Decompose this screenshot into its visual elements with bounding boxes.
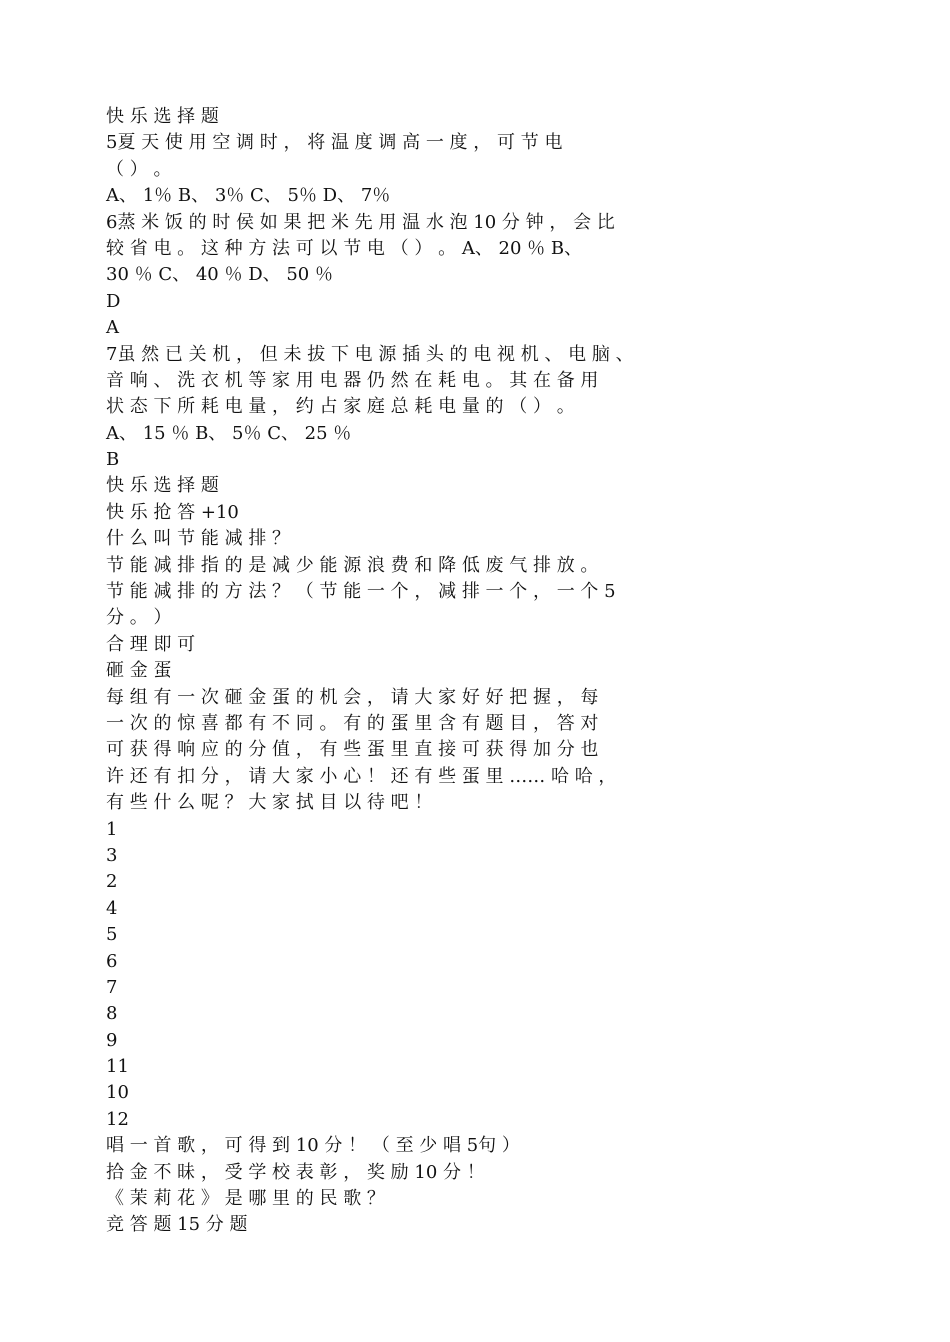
egg-number: 6 [106, 950, 118, 972]
quick-answer-answer: 节 能 减 排 指 的 是 减 少 能 源 浪 费 和 降 低 废 气 排 放 。 [106, 554, 599, 576]
quick-answer-question: 节 能 减 排 的 方 法 ？ （ 节 能 一 个 ， 减 排 一 个 ， 一 个 5 [106, 581, 616, 603]
answer-label: A [106, 317, 119, 339]
egg-number: 8 [106, 1003, 118, 1025]
answer-label: B [106, 449, 120, 471]
question-7-text-continued: 音 响 、 洗 衣 机 等 家 用 电 器 仍 然 在 耗 电 。 其 在 备 用 [106, 369, 599, 391]
section-heading: 快 乐 抢 答 +10 [106, 501, 239, 523]
egg-prize: 拾 金 不 昧 ， 受 学 校 表 彰 ， 奖 励 10 分 ！ [106, 1161, 485, 1183]
egg-number: 1 [106, 818, 118, 840]
egg-number: 10 [106, 1082, 129, 1104]
question-7-text: 7虽 然 已 关 机 ， 但 未 拔 下 电 源 插 头 的 电 视 机 、 电 脑 、 [106, 343, 634, 365]
egg-number: 2 [106, 871, 118, 893]
question-5-options: A、 1％ B、 3％ C、 5％ D、 7％ [106, 185, 391, 207]
paragraph-line: 许 还 有 扣 分 ， 请 大 家 小 心 ！ 还 有 些 蛋 里 …… 哈 哈 ， [106, 765, 617, 787]
quick-answer-question-continued: 分 。 ） [106, 607, 172, 629]
question-5-blank: （ ） 。 [106, 158, 172, 180]
question-5-text: 5夏 天 使 用 空 调 时 ， 将 温 度 调 高 一 度 ， 可 节 电 [106, 132, 563, 154]
paragraph-line: 可 获 得 响 应 的 分 值 ， 有 些 蛋 里 直 接 可 获 得 加 分 也 [106, 739, 599, 761]
egg-number: 11 [106, 1056, 129, 1078]
egg-number: 7 [106, 976, 118, 998]
question-6-text: 6蒸 米 饭 的 时 侯 如 果 把 米 先 用 温 水 泡 10 分 钟 ， 会 比 [106, 211, 615, 233]
egg-question-label: 竞 答 题 15 分 题 [106, 1214, 248, 1236]
egg-number: 9 [106, 1029, 118, 1051]
question-6-options: 30 ％ C、 40 ％ D、 50 ％ [106, 264, 333, 286]
egg-number: 4 [106, 897, 118, 919]
question-7-options: A、 15 ％ B、 5％ C、 25 ％ [106, 422, 352, 444]
document-body [106, 104, 866, 1239]
section-heading: 快 乐 选 择 题 [106, 106, 219, 127]
egg-number: 3 [106, 844, 118, 866]
paragraph-line: 有 些 什 么 呢 ？ 大 家 拭 目 以 待 吧 ！ [106, 792, 433, 814]
section-heading: 砸 金 蛋 [106, 660, 172, 682]
section-heading: 快 乐 选 择 题 [106, 475, 219, 497]
paragraph-line: 一 次 的 惊 喜 都 有 不 同 。 有 的 蛋 里 含 有 题 目 ， 答 对 [106, 712, 599, 734]
egg-prize: 唱 一 首 歌 ， 可 得 到 10 分 ！ （ 至 少 唱 5句 ） [106, 1135, 520, 1157]
egg-question: 《 茉 莉 花 》 是 哪 里 的 民 歌 ？ [106, 1188, 385, 1210]
quick-answer-answer: 合 理 即 可 [106, 633, 196, 655]
egg-number: 5 [106, 924, 118, 946]
quick-answer-question: 什 么 叫 节 能 减 排 ？ [106, 528, 291, 550]
paragraph-line: 每 组 有 一 次 砸 金 蛋 的 机 会 ， 请 大 家 好 好 把 握 ， 每 [106, 686, 599, 708]
question-7-text-continued: 状 态 下 所 耗 电 量 ， 约 占 家 庭 总 耗 电 量 的 （ ） 。 [106, 396, 575, 418]
egg-number: 12 [106, 1108, 129, 1130]
answer-label: D [106, 290, 121, 312]
question-6-text-continued: 较 省 电 。 这 种 方 法 可 以 节 电 （ ） 。 A、 20 ％ B、 [106, 237, 583, 259]
